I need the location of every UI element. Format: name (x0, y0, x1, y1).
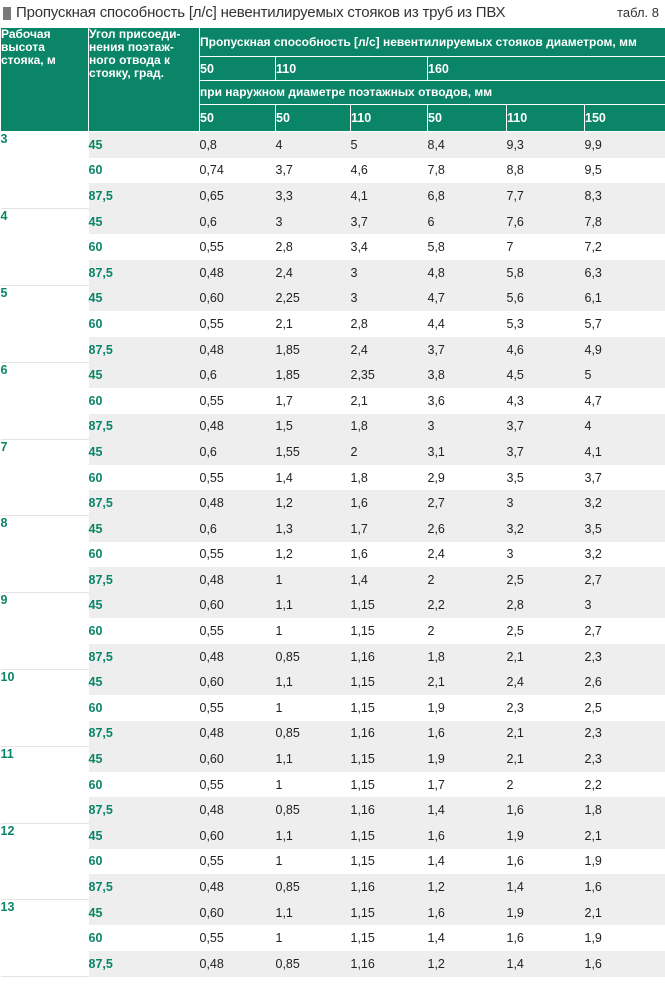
capacity-value-cell: 1,6 (428, 823, 507, 849)
angle-cell: 45 (89, 209, 200, 235)
angle-cell: 45 (89, 439, 200, 465)
table-row (1, 618, 665, 644)
capacity-value-cell: 5,3 (507, 311, 585, 337)
capacity-value-cell: 0,55 (200, 465, 276, 491)
capacity-value-cell: 2,3 (585, 746, 665, 772)
table-row (1, 874, 665, 900)
riser-height-cell: 12 (1, 823, 89, 900)
riser-height-cell: 6 (1, 362, 89, 439)
capacity-value-cell: 1,1 (276, 900, 351, 926)
capacity-value-cell: 0,85 (276, 797, 351, 823)
header-riser-diameter: 110 (276, 57, 428, 81)
capacity-value-cell: 1,6 (428, 721, 507, 747)
angle-cell: 87,5 (89, 260, 200, 286)
capacity-value-cell: 8,8 (507, 158, 585, 184)
capacity-value-cell: 1,6 (507, 849, 585, 875)
capacity-value-cell: 1,4 (428, 925, 507, 951)
capacity-value-cell: 1,15 (351, 823, 428, 849)
title-marker (3, 7, 11, 20)
capacity-value-cell: 3,7 (585, 465, 665, 491)
riser-height-cell: 4 (1, 209, 89, 286)
capacity-value-cell: 1,9 (585, 925, 665, 951)
capacity-value-cell: 2,8 (276, 234, 351, 260)
capacity-value-cell: 2,4 (276, 260, 351, 286)
capacity-value-cell: 1,6 (585, 951, 665, 977)
header-branch-title: при наружном диаметре поэтажных отводов, мм (200, 81, 665, 105)
capacity-value-cell: 1,2 (428, 874, 507, 900)
capacity-value-cell: 2,2 (585, 772, 665, 798)
riser-height-cell: 8 (1, 516, 89, 593)
capacity-value-cell: 0,48 (200, 567, 276, 593)
capacity-value-cell: 1,6 (507, 797, 585, 823)
capacity-value-cell: 7,8 (428, 158, 507, 184)
capacity-value-cell: 5,8 (507, 260, 585, 286)
capacity-value-cell: 5 (585, 362, 665, 388)
capacity-value-cell: 2,5 (585, 695, 665, 721)
capacity-value-cell: 4 (276, 132, 351, 158)
capacity-value-cell: 1,1 (276, 593, 351, 619)
capacity-value-cell: 1,16 (351, 951, 428, 977)
capacity-value-cell: 0,60 (200, 593, 276, 619)
capacity-value-cell: 0,48 (200, 337, 276, 363)
capacity-value-cell: 0,65 (200, 183, 276, 209)
capacity-value-cell: 6,3 (585, 260, 665, 286)
capacity-value-cell: 1,16 (351, 644, 428, 670)
capacity-value-cell: 1,1 (276, 823, 351, 849)
capacity-value-cell: 0,55 (200, 925, 276, 951)
capacity-value-cell: 2,8 (351, 311, 428, 337)
capacity-value-cell: 2,1 (585, 900, 665, 926)
angle-cell: 60 (89, 388, 200, 414)
capacity-value-cell: 1,15 (351, 772, 428, 798)
angle-cell: 87,5 (89, 183, 200, 209)
capacity-value-cell: 1,15 (351, 900, 428, 926)
header-angle-column: Угол присоеди-нения поэтаж-ного отвода к стояку, град. (89, 28, 200, 132)
capacity-value-cell: 3,7 (351, 209, 428, 235)
capacity-value-cell: 0,55 (200, 695, 276, 721)
capacity-value-cell: 3,5 (585, 516, 665, 542)
capacity-value-cell: 2,4 (351, 337, 428, 363)
capacity-value-cell: 1,7 (276, 388, 351, 414)
capacity-value-cell: 0,55 (200, 618, 276, 644)
table-row (1, 337, 665, 363)
capacity-value-cell: 8,3 (585, 183, 665, 209)
capacity-value-cell: 2,3 (507, 695, 585, 721)
capacity-value-cell: 2,7 (585, 618, 665, 644)
capacity-value-cell: 0,48 (200, 951, 276, 977)
capacity-value-cell: 0,60 (200, 900, 276, 926)
table-row (1, 900, 665, 926)
capacity-value-cell: 6 (428, 209, 507, 235)
capacity-value-cell: 0,48 (200, 644, 276, 670)
capacity-value-cell: 2,5 (507, 567, 585, 593)
capacity-value-cell: 7 (507, 234, 585, 260)
capacity-value-cell: 3,1 (428, 439, 507, 465)
capacity-value-cell: 4,5 (507, 362, 585, 388)
capacity-value-cell: 1,16 (351, 797, 428, 823)
capacity-value-cell: 3 (507, 490, 585, 516)
table-row (1, 465, 665, 491)
capacity-value-cell: 3,2 (507, 516, 585, 542)
capacity-value-cell: 3,2 (585, 490, 665, 516)
capacity-table (0, 27, 665, 977)
header-branch-diameter: 50 (276, 104, 351, 131)
capacity-value-cell: 1,7 (428, 772, 507, 798)
angle-cell: 87,5 (89, 567, 200, 593)
angle-cell: 45 (89, 823, 200, 849)
capacity-value-cell: 1,15 (351, 849, 428, 875)
capacity-value-cell: 3,5 (507, 465, 585, 491)
capacity-value-cell: 1,15 (351, 925, 428, 951)
capacity-value-cell: 1,16 (351, 874, 428, 900)
angle-cell: 60 (89, 849, 200, 875)
capacity-value-cell: 4,7 (428, 286, 507, 312)
capacity-value-cell: 7,7 (507, 183, 585, 209)
capacity-value-cell: 0,55 (200, 772, 276, 798)
capacity-value-cell: 1,8 (351, 414, 428, 440)
capacity-value-cell: 1,4 (351, 567, 428, 593)
capacity-value-cell: 2,7 (428, 490, 507, 516)
header-branch-diameter: 50 (428, 104, 507, 131)
capacity-value-cell: 0,55 (200, 849, 276, 875)
angle-cell: 45 (89, 669, 200, 695)
capacity-value-cell: 0,60 (200, 746, 276, 772)
capacity-value-cell: 2,3 (585, 644, 665, 670)
capacity-value-cell: 2 (428, 618, 507, 644)
capacity-value-cell: 0,8 (200, 132, 276, 158)
capacity-value-cell: 1,8 (428, 644, 507, 670)
capacity-value-cell: 9,5 (585, 158, 665, 184)
capacity-value-cell: 0,55 (200, 311, 276, 337)
capacity-value-cell: 3,7 (276, 158, 351, 184)
capacity-value-cell: 4,4 (428, 311, 507, 337)
capacity-value-cell: 0,48 (200, 874, 276, 900)
angle-cell: 87,5 (89, 644, 200, 670)
capacity-value-cell: 1,8 (585, 797, 665, 823)
capacity-value-cell: 1,9 (507, 823, 585, 849)
table-row (1, 925, 665, 951)
table-row (1, 695, 665, 721)
capacity-value-cell: 1,85 (276, 362, 351, 388)
capacity-value-cell: 1,9 (507, 900, 585, 926)
capacity-value-cell: 3,6 (428, 388, 507, 414)
riser-height-cell: 10 (1, 669, 89, 746)
capacity-value-cell: 3,4 (351, 234, 428, 260)
table-row (1, 260, 665, 286)
capacity-value-cell: 4,8 (428, 260, 507, 286)
capacity-value-cell: 7,6 (507, 209, 585, 235)
capacity-value-cell: 0,60 (200, 669, 276, 695)
capacity-value-cell: 1,15 (351, 746, 428, 772)
capacity-value-cell: 4,6 (351, 158, 428, 184)
table-row (1, 516, 665, 542)
capacity-value-cell: 1,4 (276, 465, 351, 491)
capacity-value-cell: 5 (351, 132, 428, 158)
capacity-value-cell: 0,55 (200, 234, 276, 260)
capacity-value-cell: 2,1 (507, 644, 585, 670)
capacity-value-cell: 4,1 (351, 183, 428, 209)
capacity-value-cell: 4 (585, 414, 665, 440)
capacity-value-cell: 1,5 (276, 414, 351, 440)
capacity-value-cell: 1 (276, 695, 351, 721)
capacity-value-cell: 0,48 (200, 490, 276, 516)
capacity-value-cell: 7,8 (585, 209, 665, 235)
capacity-value-cell: 1,16 (351, 721, 428, 747)
riser-height-cell: 13 (1, 900, 89, 977)
table-row (1, 669, 665, 695)
capacity-value-cell: 1,4 (507, 951, 585, 977)
capacity-value-cell: 2,1 (507, 746, 585, 772)
capacity-value-cell: 1 (276, 567, 351, 593)
capacity-value-cell: 1,15 (351, 669, 428, 695)
capacity-value-cell: 2 (507, 772, 585, 798)
capacity-value-cell: 2,35 (351, 362, 428, 388)
table-title: Пропускная способность [л/с] невентилируемых стояков из труб из ПВХ (16, 4, 506, 21)
angle-cell: 45 (89, 132, 200, 158)
angle-cell: 87,5 (89, 874, 200, 900)
capacity-value-cell: 4,1 (585, 439, 665, 465)
angle-cell: 87,5 (89, 414, 200, 440)
header-branch-diameter: 110 (507, 104, 585, 131)
angle-cell: 87,5 (89, 797, 200, 823)
table-row (1, 362, 665, 388)
capacity-value-cell: 1 (276, 849, 351, 875)
capacity-value-cell: 0,60 (200, 823, 276, 849)
angle-cell: 87,5 (89, 337, 200, 363)
capacity-value-cell: 0,6 (200, 209, 276, 235)
capacity-value-cell: 6,1 (585, 286, 665, 312)
angle-cell: 87,5 (89, 951, 200, 977)
riser-height-cell: 3 (1, 132, 89, 209)
capacity-value-cell: 1 (276, 618, 351, 644)
capacity-value-cell: 4,9 (585, 337, 665, 363)
table-row (1, 286, 665, 312)
table-row (1, 542, 665, 568)
capacity-value-cell: 2,1 (585, 823, 665, 849)
capacity-value-cell: 2,25 (276, 286, 351, 312)
table-row (1, 158, 665, 184)
angle-cell: 45 (89, 900, 200, 926)
capacity-value-cell: 2,1 (507, 721, 585, 747)
header-branch-diameter: 110 (351, 104, 428, 131)
capacity-value-cell: 3,2 (585, 542, 665, 568)
riser-height-cell: 11 (1, 746, 89, 823)
capacity-value-cell: 1 (276, 772, 351, 798)
capacity-value-cell: 3 (428, 414, 507, 440)
angle-cell: 45 (89, 746, 200, 772)
capacity-value-cell: 2,5 (507, 618, 585, 644)
capacity-value-cell: 9,9 (585, 132, 665, 158)
capacity-value-cell: 0,74 (200, 158, 276, 184)
angle-cell: 60 (89, 618, 200, 644)
capacity-value-cell: 3 (351, 286, 428, 312)
table-row (1, 234, 665, 260)
capacity-value-cell: 1,55 (276, 439, 351, 465)
header-branch-diameter: 150 (585, 104, 665, 131)
capacity-value-cell: 3,7 (507, 414, 585, 440)
table-body (1, 132, 665, 977)
capacity-value-cell: 4,3 (507, 388, 585, 414)
capacity-value-cell: 2,6 (428, 516, 507, 542)
capacity-value-cell: 2 (351, 439, 428, 465)
capacity-value-cell: 1,3 (276, 516, 351, 542)
capacity-value-cell: 1,1 (276, 669, 351, 695)
angle-cell: 45 (89, 286, 200, 312)
header-height-column: Рабочая высота стояка, м (1, 28, 89, 132)
capacity-value-cell: 3 (276, 209, 351, 235)
capacity-value-cell: 0,48 (200, 260, 276, 286)
angle-cell: 60 (89, 465, 200, 491)
capacity-value-cell: 2,9 (428, 465, 507, 491)
capacity-value-cell: 5,6 (507, 286, 585, 312)
capacity-value-cell: 0,6 (200, 516, 276, 542)
table-row (1, 644, 665, 670)
capacity-value-cell: 8,4 (428, 132, 507, 158)
capacity-value-cell: 5,7 (585, 311, 665, 337)
table-row (1, 797, 665, 823)
capacity-value-cell: 2,6 (585, 669, 665, 695)
angle-cell: 60 (89, 542, 200, 568)
table-number: табл. 8 (617, 5, 659, 20)
capacity-value-cell: 1,85 (276, 337, 351, 363)
capacity-value-cell: 0,85 (276, 951, 351, 977)
table-row (1, 132, 665, 158)
capacity-value-cell: 1 (276, 925, 351, 951)
capacity-value-cell: 0,6 (200, 439, 276, 465)
capacity-value-cell: 1,6 (507, 925, 585, 951)
angle-cell: 60 (89, 311, 200, 337)
table-row (1, 388, 665, 414)
capacity-value-cell: 1,9 (428, 695, 507, 721)
capacity-value-cell: 0,85 (276, 721, 351, 747)
capacity-value-cell: 2,4 (428, 542, 507, 568)
capacity-value-cell: 2,7 (585, 567, 665, 593)
header-riser-diameter: 160 (428, 57, 665, 81)
capacity-value-cell: 3,8 (428, 362, 507, 388)
capacity-value-cell: 0,85 (276, 644, 351, 670)
capacity-value-cell: 2,1 (428, 669, 507, 695)
header-capacity-title: Пропускная способность [л/с] невентилируемых стояков диаметром, мм (200, 28, 665, 57)
table-row (1, 490, 665, 516)
capacity-value-cell: 1,15 (351, 593, 428, 619)
title-bar (0, 0, 665, 27)
angle-cell: 87,5 (89, 721, 200, 747)
riser-height-cell: 9 (1, 593, 89, 670)
table-row (1, 209, 665, 235)
capacity-value-cell: 1,4 (507, 874, 585, 900)
capacity-value-cell: 0,48 (200, 414, 276, 440)
capacity-value-cell: 1,2 (276, 542, 351, 568)
angle-cell: 45 (89, 362, 200, 388)
capacity-value-cell: 3 (507, 542, 585, 568)
capacity-value-cell: 1,6 (351, 490, 428, 516)
header-branch-diameter: 50 (200, 104, 276, 131)
capacity-value-cell: 0,60 (200, 286, 276, 312)
capacity-value-cell: 3,7 (507, 439, 585, 465)
capacity-value-cell: 1,15 (351, 695, 428, 721)
capacity-value-cell: 3,3 (276, 183, 351, 209)
capacity-value-cell: 1,9 (428, 746, 507, 772)
angle-cell: 45 (89, 593, 200, 619)
riser-height-cell: 7 (1, 439, 89, 516)
capacity-value-cell: 4,7 (585, 388, 665, 414)
capacity-value-cell: 7,2 (585, 234, 665, 260)
capacity-value-cell: 0,55 (200, 388, 276, 414)
table-row (1, 951, 665, 977)
capacity-value-cell: 3 (351, 260, 428, 286)
table-row (1, 823, 665, 849)
capacity-value-cell: 0,55 (200, 542, 276, 568)
angle-cell: 60 (89, 234, 200, 260)
capacity-value-cell: 5,8 (428, 234, 507, 260)
capacity-value-cell: 2,1 (276, 311, 351, 337)
angle-cell: 60 (89, 158, 200, 184)
capacity-value-cell: 0,85 (276, 874, 351, 900)
angle-cell: 60 (89, 925, 200, 951)
capacity-value-cell: 2,3 (585, 721, 665, 747)
capacity-value-cell: 1,4 (428, 797, 507, 823)
capacity-value-cell: 2,2 (428, 593, 507, 619)
table-row (1, 183, 665, 209)
table-row (1, 414, 665, 440)
table-row (1, 439, 665, 465)
header-riser-diameter: 50 (200, 57, 276, 81)
angle-cell: 45 (89, 516, 200, 542)
angle-cell: 60 (89, 772, 200, 798)
capacity-value-cell: 4,6 (507, 337, 585, 363)
table-row (1, 849, 665, 875)
capacity-value-cell: 2,8 (507, 593, 585, 619)
capacity-value-cell: 1,6 (585, 874, 665, 900)
capacity-value-cell: 2 (428, 567, 507, 593)
angle-cell: 60 (89, 695, 200, 721)
capacity-value-cell: 2,4 (507, 669, 585, 695)
capacity-value-cell: 1,2 (428, 951, 507, 977)
capacity-value-cell: 0,48 (200, 721, 276, 747)
table-row (1, 311, 665, 337)
capacity-value-cell: 2,1 (351, 388, 428, 414)
riser-height-cell: 5 (1, 286, 89, 363)
capacity-value-cell: 1,15 (351, 618, 428, 644)
capacity-value-cell: 1,2 (276, 490, 351, 516)
capacity-value-cell: 1,7 (351, 516, 428, 542)
capacity-value-cell: 1,8 (351, 465, 428, 491)
capacity-value-cell: 9,3 (507, 132, 585, 158)
table-row (1, 567, 665, 593)
capacity-value-cell: 1,4 (428, 849, 507, 875)
angle-cell: 87,5 (89, 490, 200, 516)
capacity-value-cell: 1,6 (351, 542, 428, 568)
table-row (1, 746, 665, 772)
capacity-value-cell: 0,6 (200, 362, 276, 388)
capacity-value-cell: 1,6 (428, 900, 507, 926)
capacity-value-cell: 3,7 (428, 337, 507, 363)
capacity-value-cell: 1,9 (585, 849, 665, 875)
capacity-value-cell: 0,48 (200, 797, 276, 823)
table-row (1, 721, 665, 747)
table-row (1, 772, 665, 798)
capacity-value-cell: 1,1 (276, 746, 351, 772)
capacity-value-cell: 3 (585, 593, 665, 619)
capacity-value-cell: 6,8 (428, 183, 507, 209)
table-row (1, 593, 665, 619)
